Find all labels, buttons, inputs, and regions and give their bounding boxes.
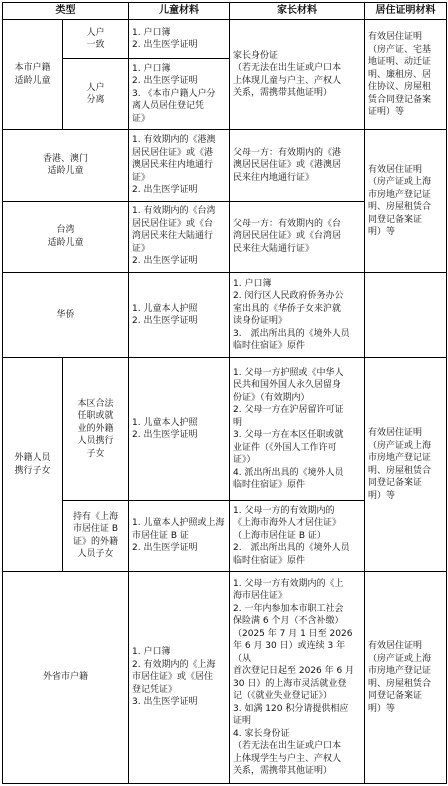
child-materials-tw: 1. 有效期内的《台湾 居民居住证》或《台 湾居民来往大陆通行 证》 2. 出生医学证明: [129, 201, 230, 272]
table-row-hkmo: [3, 130, 447, 201]
table-row-nonlocal: [3, 572, 447, 784]
table-row-overseas-chinese: [3, 272, 447, 358]
category-tw: 台湾 适龄儿童: [3, 201, 129, 272]
residence-proof-overseas-chinese-empty: [365, 272, 447, 358]
subcategory-same-household: 人户 一致: [63, 20, 129, 59]
parent-materials-overseas-chinese: 1. 户口簿 2. 闵行区人民政府侨务办公 室出具的《华侨子女来沪就 读身份证明》 3. 派出所出具的《境外人员 临时住宿证》原件: [230, 272, 365, 358]
residence-proof-foreign: 有效居住证明 （房产证或上海 市房地产登记证 明、房屋租赁合 同登记备案证 明）等: [365, 358, 447, 572]
subcategory-foreign-cardholder: 持有《上海 市居住证 B 证》的外籍 人员子女: [63, 500, 129, 571]
parent-materials-foreign-employed: 1. 父母一方护照或《中华人 民共和国外国人永久居留身 份证》（有效期内） 2. 父母一方在沪居留许可证 明 3. 父母一方在本区任职或就 业证件（《外国人工作许可 证》） 4. 派出所出具的《境外人员 临时住宿证》原件: [230, 358, 365, 501]
child-materials-local-split: 1. 户口簿 2. 出生医学证明 3. 《本市户籍人户分 离人员居住登记凭 证》: [129, 58, 230, 129]
header-residence-proof: 居住证明材料: [365, 3, 447, 20]
category-local: 本市户籍 适龄儿童: [3, 20, 63, 130]
child-materials-nonlocal: 1. 户口簿 2. 有效期内的《上海 市居住证》或《居住 登记凭证》 3. 出生医学证明: [129, 572, 230, 784]
child-materials-overseas-chinese: 1. 儿童本人护照 2. 出生医学证明: [129, 272, 230, 358]
parent-materials-tw: 父母一方：有效期内的《台 湾居民居住证》或《台湾居 民来往大陆通行证》: [230, 201, 365, 272]
parent-materials-foreign-cardholder: 1. 父母一方的有效期内的 《上海市海外人才居住证》 （上海市居住证 B 证） 2. 派出所出具的《境外人员 临时住宿证》原件: [230, 500, 365, 571]
subcategory-foreign-employed: 本区合法 任职或就 业的外籍 人员携行 子女: [63, 358, 129, 501]
enrollment-materials-table: [2, 2, 447, 784]
parent-materials-local: 家长身份证 （若无法在出生证或户口本 上体现儿童与户主、产权人 关系，需携带其他证明）: [230, 20, 365, 130]
table-header-row: [3, 3, 447, 20]
category-foreign: 外籍人员 携行子女: [3, 358, 63, 572]
category-overseas-chinese: 华侨: [3, 272, 129, 358]
residence-proof-local: 有效居住证明 （房产证、宅基 地证明、动迁证 明、廉租房、居 住协议、房屋租 赁合同登记备案 证明）等: [365, 20, 447, 130]
residence-proof-nonlocal: 有效居住证明 （房产证或上海 市房地产登记证 明、房屋租赁合 同登记备案证 明）等: [365, 572, 447, 784]
parent-materials-nonlocal: 1. 父母一方有效期内的《上 海市居住证》 2. 一年内参加本市职工社会 保险满 6 个月（不含补缴） （2025 年 7 月 1 日至 2026 年 6 月 30 日）或连续 3 年（从 首次登记日起至 2026 年 6 月 30 日）的上海市灵活就业登 记（《就业失业登记证》） 3. 如满 120 积分请提供相应 证明 4. 家长身份证 （若无法在出生证或户口本 上体现学生与户主、产权人 关系，需携带其他证明）: [230, 572, 365, 784]
header-parent-materials: 家长材料: [230, 3, 365, 20]
table-row-foreign-employed: [3, 358, 447, 501]
table-row-local-same: [3, 20, 447, 59]
child-materials-foreign-employed: 1. 儿童本人护照 2. 出生医学证明: [129, 358, 230, 501]
residence-proof-hkmo-tw: 有效居住证明 （房产证或上海 市房地产登记证 明、房屋租赁合 同登记备案证 明）等: [365, 130, 447, 273]
subcategory-split-household: 人户 分离: [63, 58, 129, 129]
child-materials-local-same: 1. 户口簿 2. 出生医学证明: [129, 20, 230, 59]
category-hkmo: 香港、澳门 适龄儿童: [3, 130, 129, 201]
child-materials-hkmo: 1. 有效期内的《港澳 居民居住证》或《港 澳居民来往内地通行 证》 2. 出生医学证明: [129, 130, 230, 201]
child-materials-foreign-cardholder: 1. 儿童本人护照或上海 市居住证 B 证 2. 出生医学证明: [129, 500, 230, 571]
header-type: 类型: [3, 3, 129, 20]
header-child-materials: 儿童材料: [129, 3, 230, 20]
category-nonlocal: 外省市户籍: [3, 572, 129, 784]
parent-materials-hkmo: 父母一方：有效期内的《港 澳居民居住证》或《港澳居 民来往内地通行证》: [230, 130, 365, 201]
